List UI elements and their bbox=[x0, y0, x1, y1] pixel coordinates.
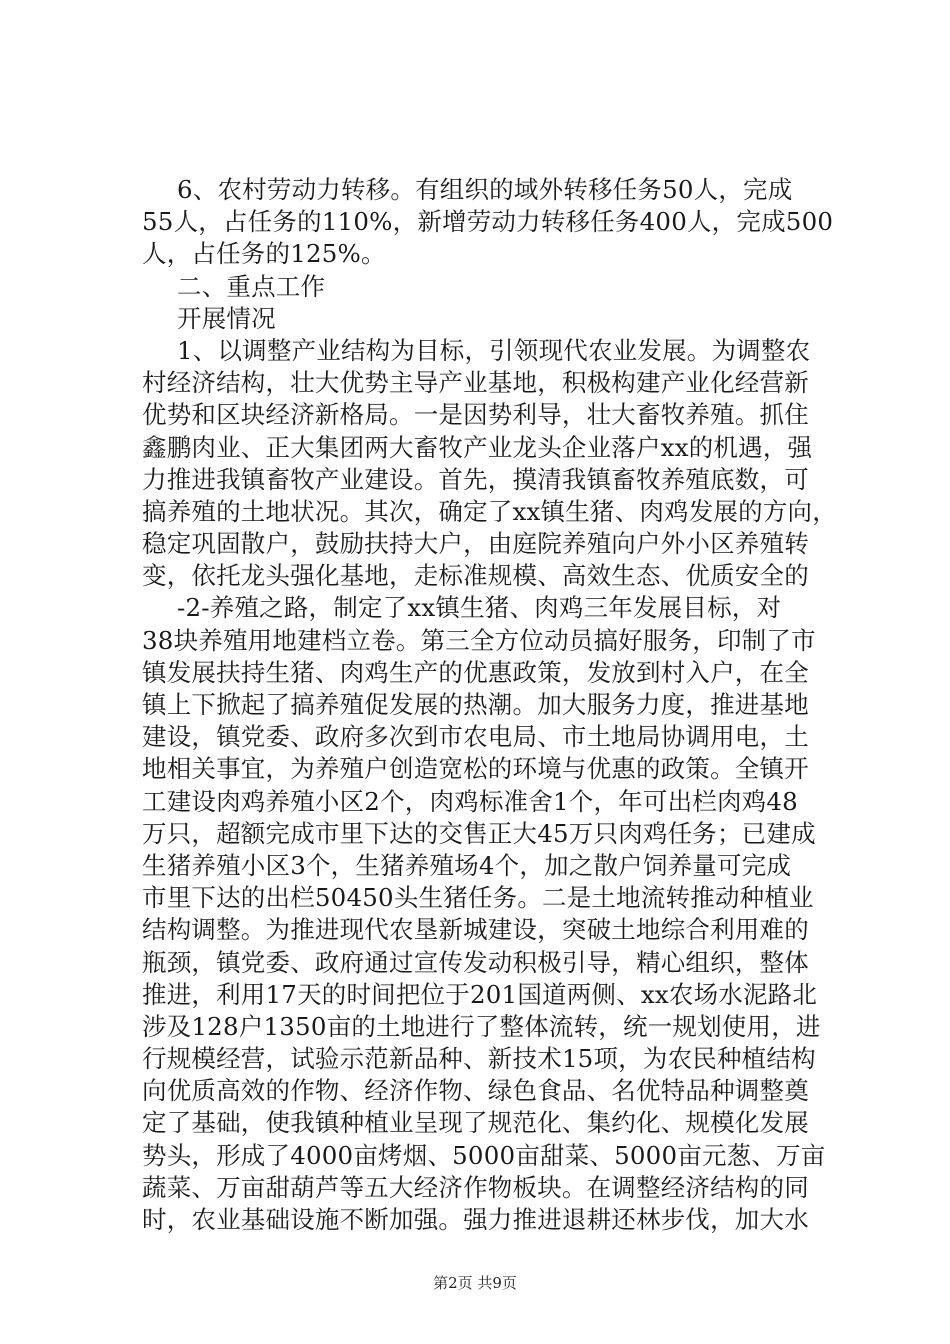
paragraph-line: 定了基础，使我镇种植业呈现了规范化、集约化、规模化发展 bbox=[142, 1108, 809, 1138]
paragraph-line: 蔬菜、万亩甜葫芦等五大经济作物板块。在调整经济结构的同 bbox=[142, 1172, 809, 1202]
paragraph-line: 变，依托龙头强化基地，走标准规模、高效生态、优质安全的 bbox=[142, 561, 809, 591]
paragraph-line: 稳定巩固散户，鼓励扶持大户，由庭院养殖向户外小区养殖转 bbox=[142, 529, 809, 559]
paragraph-line: 时，农业基础设施不断加强。强力推进退耕还林步伐，加大水 bbox=[142, 1205, 809, 1234]
paragraph-line: 涉及128户1350亩的土地进行了整体流转，统一规划使用，进 bbox=[142, 1011, 821, 1041]
paragraph-line: 推进，利用17天的时间把位于201国道两侧、xx农场水泥路北 bbox=[142, 979, 818, 1009]
document-body bbox=[142, 174, 862, 1236]
paragraph-line: 工建设肉鸡养殖小区2个，肉鸡标准舍1个，年可出栏肉鸡48 bbox=[142, 786, 798, 816]
paragraph-line: 鑫鹏肉业、正大集团两大畜牧产业龙头企业落户xx的机遇，强 bbox=[142, 432, 813, 462]
section-subheading: 开展情况 bbox=[177, 303, 276, 333]
paragraph-line: 6、农村劳动力转移。有组织的域外转移任务50人，完成 bbox=[177, 175, 793, 204]
paragraph-line: 势头，形成了4000亩烤烟、5000亩甜菜、5000亩元葱、万亩 bbox=[142, 1140, 826, 1170]
paragraph-line: 结构调整。为推进现代农垦新城建设，突破土地综合利用难的 bbox=[142, 915, 809, 945]
paragraph-line: 55人，占任务的110%，新增劳动力转移任务400人，完成500 bbox=[142, 207, 834, 237]
paragraph-line: 向优质高效的作物、经济作物、绿色食品、名优特品种调整奠 bbox=[142, 1076, 809, 1106]
paragraph-line: 瓶颈，镇党委、政府通过宣传发动积极引导，精心组织，整体 bbox=[142, 947, 809, 977]
paragraph-line: 搞养殖的土地状况。其次，确定了xx镇生猪、肉鸡发展的方向， bbox=[142, 496, 837, 526]
paragraph-line: 地相关事宜，为养殖户创造宽松的环境与优惠的政策。全镇开 bbox=[142, 754, 809, 784]
paragraph-line: 市里下达的出栏50450头生猪任务。二是土地流转推动种植业 bbox=[142, 883, 814, 913]
paragraph-line: 村经济结构，壮大优势主导产业基地，积极构建产业化经营新 bbox=[142, 368, 809, 398]
paragraph-line: 38块养殖用地建档立卷。第三全方位动员搞好服务，印制了市 bbox=[142, 625, 816, 655]
paragraph-line: 万只，超额完成市里下达的交售正大45万只肉鸡任务；已建成 bbox=[142, 818, 816, 848]
page-number-footer: 第2页 共9页 bbox=[433, 1274, 517, 1292]
paragraph-line: 生猪养殖小区3个，生猪养殖场4个，加之散户饲养量可完成 bbox=[142, 850, 792, 880]
paragraph-line: 优势和区块经济新格局。一是因势利导，壮大畜牧养殖。抓住 bbox=[142, 400, 809, 430]
paragraph-line: 镇发展扶持生猪、肉鸡生产的优惠政策，发放到村入户，在全 bbox=[142, 657, 809, 687]
paragraph-line: 人，占任务的125%。 bbox=[142, 239, 386, 269]
paragraph-line: 建设，镇党委、政府多次到市农电局、市土地局协调用电，土 bbox=[142, 722, 809, 752]
paragraph-line: 行规模经营，试验示范新品种、新技术15项，为农民种植结构 bbox=[142, 1044, 816, 1074]
section-heading: 二、重点工作 bbox=[177, 271, 326, 301]
paragraph-line: -2-养殖之路，制定了xx镇生猪、肉鸡三年发展目标，对 bbox=[177, 593, 782, 623]
paragraph-line: 镇上下掀起了搞养殖促发展的热潮。加大服务力度，推进基地 bbox=[142, 690, 809, 719]
paragraph-line: 力推进我镇畜牧产业建设。首先，摸清我镇畜牧养殖底数，可 bbox=[142, 464, 809, 494]
paragraph-line: 1、以调整产业结构为目标，引领现代农业发展。为调整农 bbox=[177, 335, 811, 365]
